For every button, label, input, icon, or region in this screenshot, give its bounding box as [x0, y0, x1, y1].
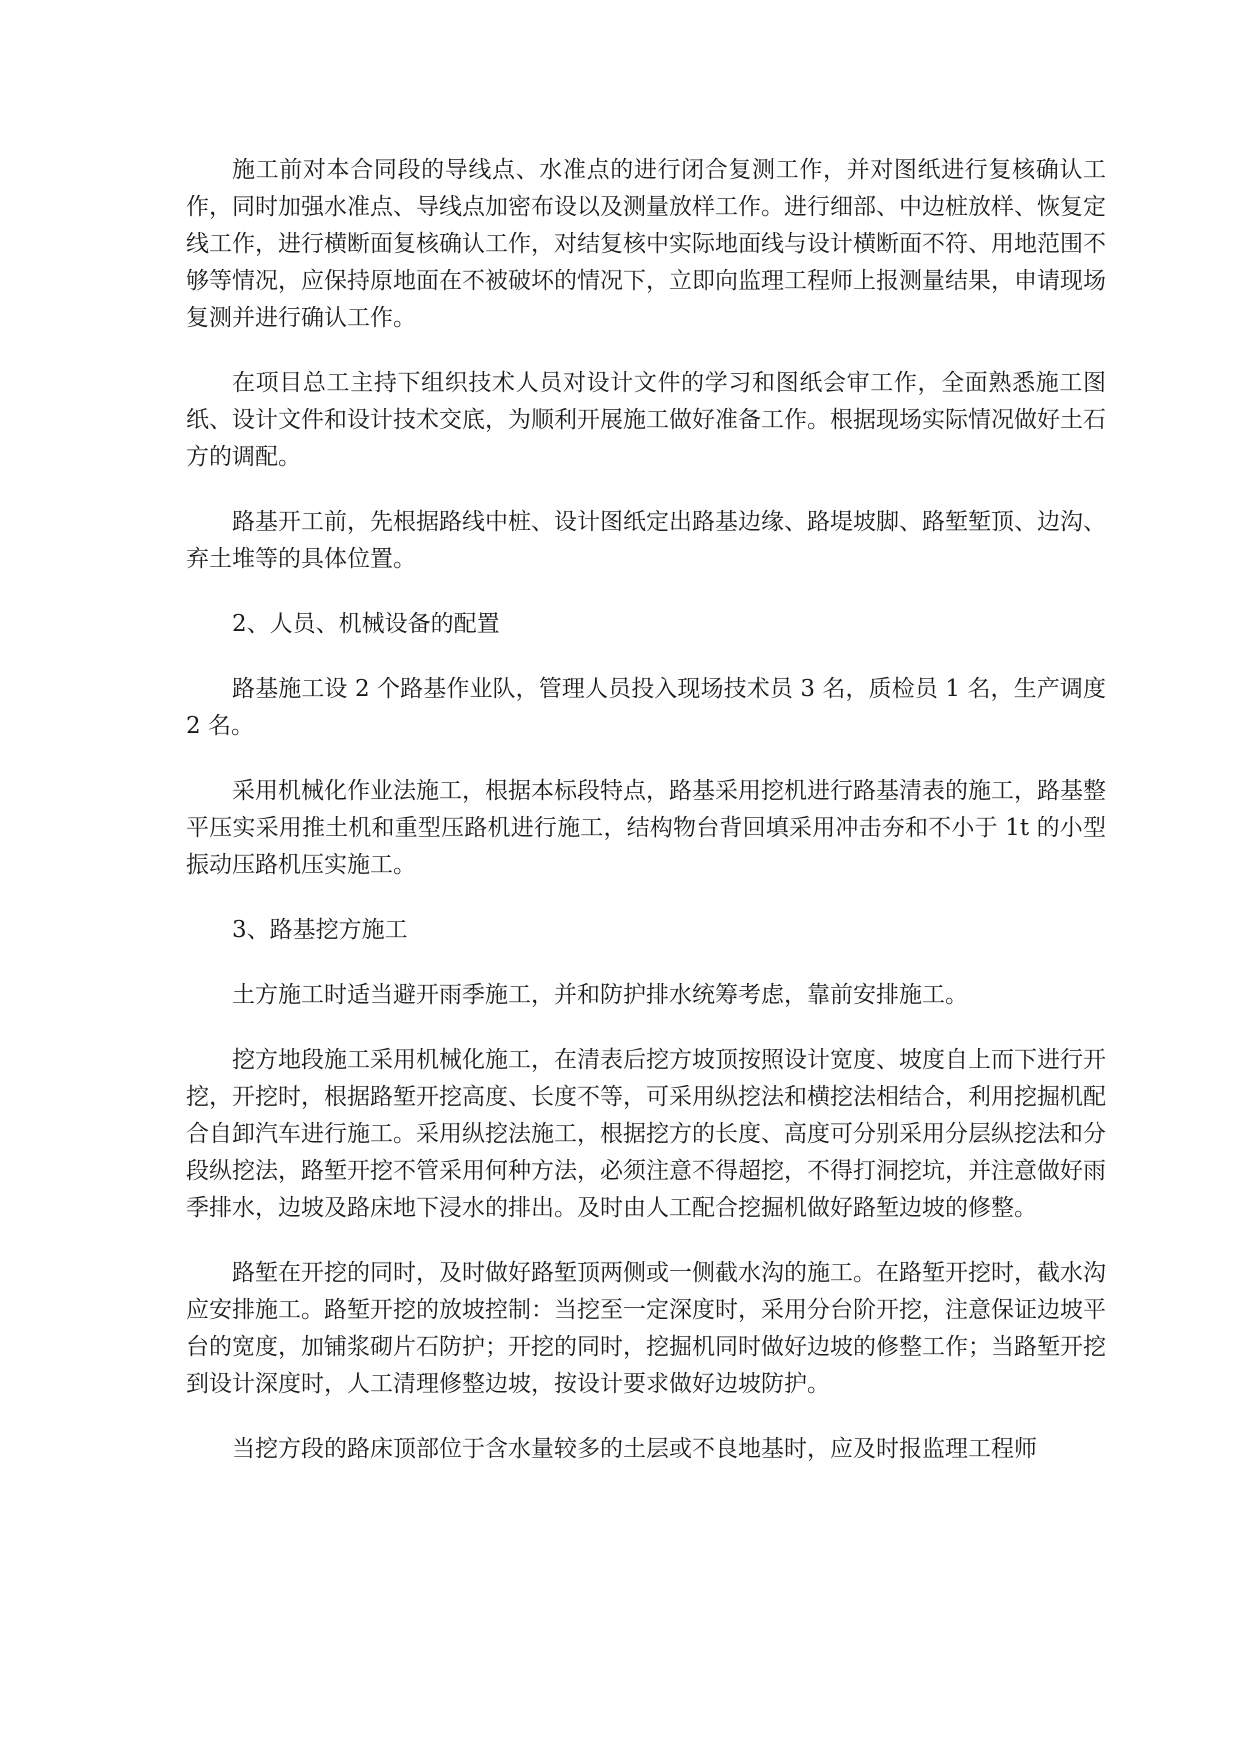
section-heading-excavation: 3、路基挖方施工	[232, 917, 408, 943]
section-heading-staffing: 2、人员、机械设备的配置	[232, 611, 500, 637]
paragraph-staking: 路基开工前，先根据路线中桩、设计图纸定出路基边缘、路堤坡脚、路堑堑顶、边沟、弃土堆等的具体位置。	[186, 509, 1106, 572]
document-body	[186, 152, 1106, 1496]
paragraph-excavation-method: 挖方地段施工采用机械化施工，在清表后挖方坡顶按照设计宽度、坡度自上而下进行开挖，开挖时，根据路堑开挖高度、长度不等，可采用纵挖法和横挖法相结合，利用挖掘机配合自卸汽车进行施工。采用纵挖法施工，根据挖方的长度、高度可分别采用分层纵挖法和分段纵挖法，路堑开挖不管采用何种方法，必须注意不得超挖，不得打洞挖坑，并注意做好雨季排水，边坡及路床地下浸水的排出。及时由人工配合挖掘机做好路堑边坡的修整。	[186, 1047, 1106, 1221]
paragraph-cutting-drainage: 路堑在开挖的同时，及时做好路堑顶两侧或一侧截水沟的施工。在路堑开挖时，截水沟应安排施工。路堑开挖的放坡控制：当挖至一定深度时，采用分台阶开挖，注意保证边坡平台的宽度，加铺浆砌片石防护；开挖的同时，挖掘机同时做好边坡的修整工作；当路堑开挖到设计深度时，人工清理修整边坡，按设计要求做好边坡防护。	[186, 1260, 1106, 1397]
paragraph-subgrade: 当挖方段的路床顶部位于含水量较多的土层或不良地基时，应及时报监理工程师	[232, 1436, 1037, 1462]
paragraph-design-review: 在项目总工主持下组织技术人员对设计文件的学习和图纸会审工作，全面熟悉施工图纸、设计文件和设计技术交底，为顺利开展施工做好准备工作。根据现场实际情况做好土石方的调配。	[186, 370, 1106, 470]
paragraph-rain-season: 土方施工时适当避开雨季施工，并和防护排水统筹考虑，靠前安排施工。	[232, 982, 968, 1008]
paragraph-staff: 路基施工设 2 个路基作业队，管理人员投入现场技术员 3 名，质检员 1 名，生产调度 2 名。	[186, 676, 1106, 739]
paragraph-survey: 施工前对本合同段的导线点、水准点的进行闭合复测工作，并对图纸进行复核确认工作，同时加强水准点、导线点加密布设以及测量放样工作。进行细部、中边桩放样、恢复定线工作，进行横断面复核确认工作，对结复核中实际地面线与设计横断面不符、用地范围不够等情况，应保持原地面在不被破坏的情况下，立即向监理工程师上报测量结果，申请现场复测并进行确认工作。	[186, 157, 1106, 331]
paragraph-machinery: 采用机械化作业法施工，根据本标段特点，路基采用挖机进行路基清表的施工，路基整平压实采用推土机和重型压路机进行施工，结构物台背回填采用冲击夯和不小于 1t 的小型振动压路机压实施工。	[186, 778, 1106, 878]
